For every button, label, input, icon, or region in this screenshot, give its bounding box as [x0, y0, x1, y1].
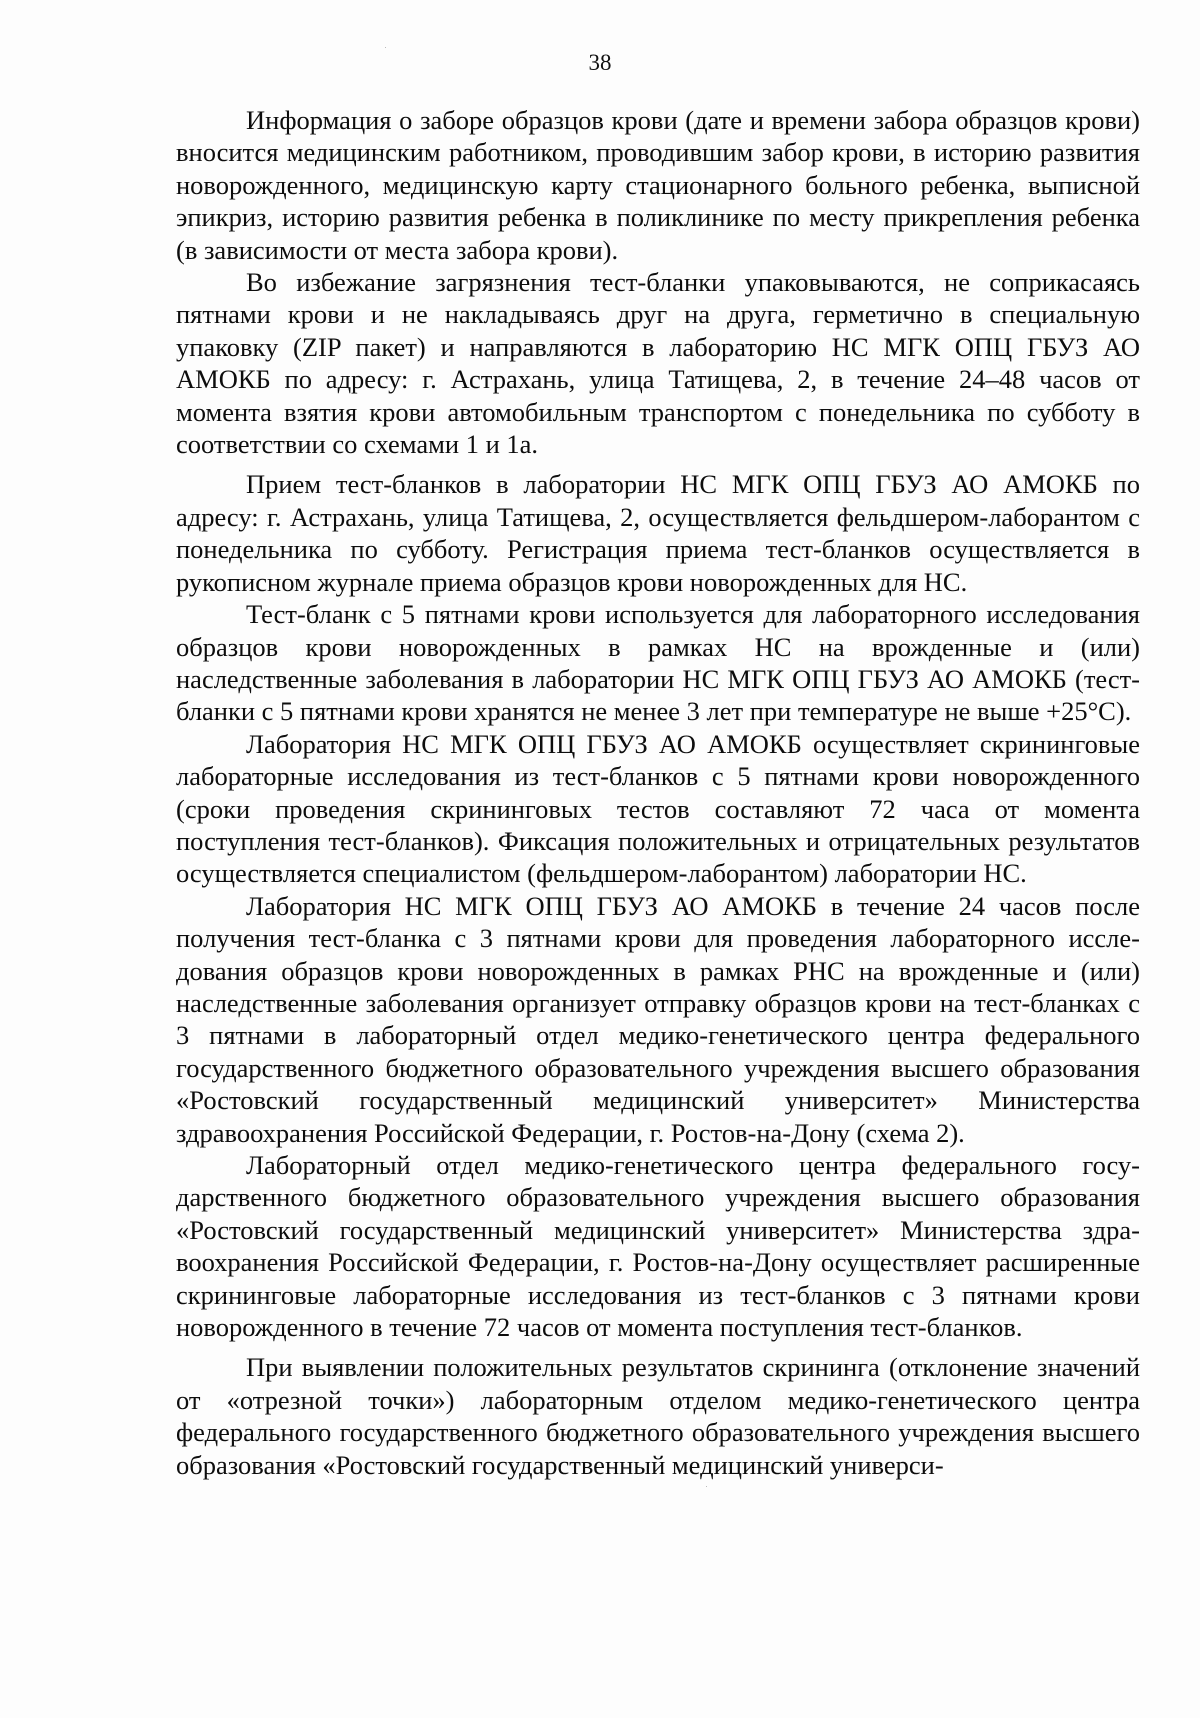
scan-speck — [385, 47, 386, 48]
paragraph-positive-results: При выявлении положительных результатов скрининга (отклонение значений от «отрезной точки») лабораторным отделом медико-генетического центра федерального государственного бюджетного образовательного учреждения высшего образования «Ростовский государственный медицинский универси- — [176, 1352, 1140, 1480]
paragraph-five-spot-blank: Тест-бланк с 5 пятнами крови используется для лабораторного исследования образцов крови новорожденных в рамках НС на врожденные и (или) наследственные заболевания в лаборатории НС МГК ОПЦ ГБУЗ АО АМОКБ (тест-бланки с 5 пятнами крови хранятся не менее 3 лет при температуре не выше +25°С). — [176, 599, 1140, 727]
paragraph-three-spot-dispatch: Лаборатория НС МГК ОПЦ ГБУЗ АО АМОКБ в течение 24 часов после получения тест-бланка с 3 пятнами крови для проведения лабораторного исследования образцов крови новорожденных в рамках РНС на врожденные и (или) наследственные заболевания организует отправку образцов крови на тест-бланках с 3 пятнами в лабораторный отдел медико-генетического центра федерального государственного бюджетного образовательного учреждения высшего образования «Ростовский государственный медицинский университет» Министерства здравоохранения Российской Федерации, г. Ростов-на-Дону (схема 2). — [176, 890, 1140, 1148]
document-body — [176, 104, 1140, 1481]
scan-speck — [706, 1486, 707, 1487]
paragraph-blood-sampling-info: Информация о заборе образцов крови (дате и времени забора образцов крови) вносится медицинским работником, проводившим забор крови, в историю развития новорожденного, медицинскую карту стационарного больного ребенка, выписной эпикриз, историю развития ребенка в поликлинике по месту прикрепления ребенка (в зависимости от места забора крови). — [176, 105, 1140, 265]
paragraph-rostov-lab: Лабораторный отдел медико-генетического центра федерального государственного бюджетного образовательного учреждения высшего образования «Ростовский государственный медицинский университет» Министерства здравоохранения Российской Федерации, г. Ростов-на-Дону осуществляет расширенные скрининговые лабораторные исследования из тест-бланков с 3 пятнами крови новорожденного в течение 72 часов от момента поступления тест-бланков. — [176, 1150, 1140, 1343]
paragraph-packaging: Во избежание загрязнения тест-бланки упаковываются, не соприкасаясь пятнами крови и не накладываясь друг на друга, герметично в специальную упаковку (ZIP пакет) и направляются в лабораторию НС МГК ОПЦ ГБУЗ АО АМОКБ по адресу: г. Астрахань, улица Татищева, 2, в течение 24–48 часов от момента взятия крови автомобильным транспортом с понедельника по субботу в соответствии со схемами 1 и 1а. — [176, 267, 1140, 460]
paragraph-reception: Прием тест-бланков в лаборатории НС МГК ОПЦ ГБУЗ АО АМОКБ по адресу: г. Астрахань, улица Татищева, 2, осуществляется фельдшером-лаборантом с понедельника по субботу. Регистрация приема тест-бланков осуществляется в рукописном журнале приема образцов крови новорожденных для НС. — [176, 469, 1140, 597]
paragraph-screening-lab: Лаборатория НС МГК ОПЦ ГБУЗ АО АМОКБ осуществляет скрининговые лабораторные исследования из тест-бланков с 5 пятнами крови новорожденного (сроки проведения скрининговых тестов составляют 72 часа от момента поступления тест-бланков). Фиксация положительных и отрицательных результатов осуществляется специалистом (фельдшером-лаборантом) лаборатории НС. — [176, 728, 1140, 889]
page-number: 38 — [588, 50, 612, 75]
